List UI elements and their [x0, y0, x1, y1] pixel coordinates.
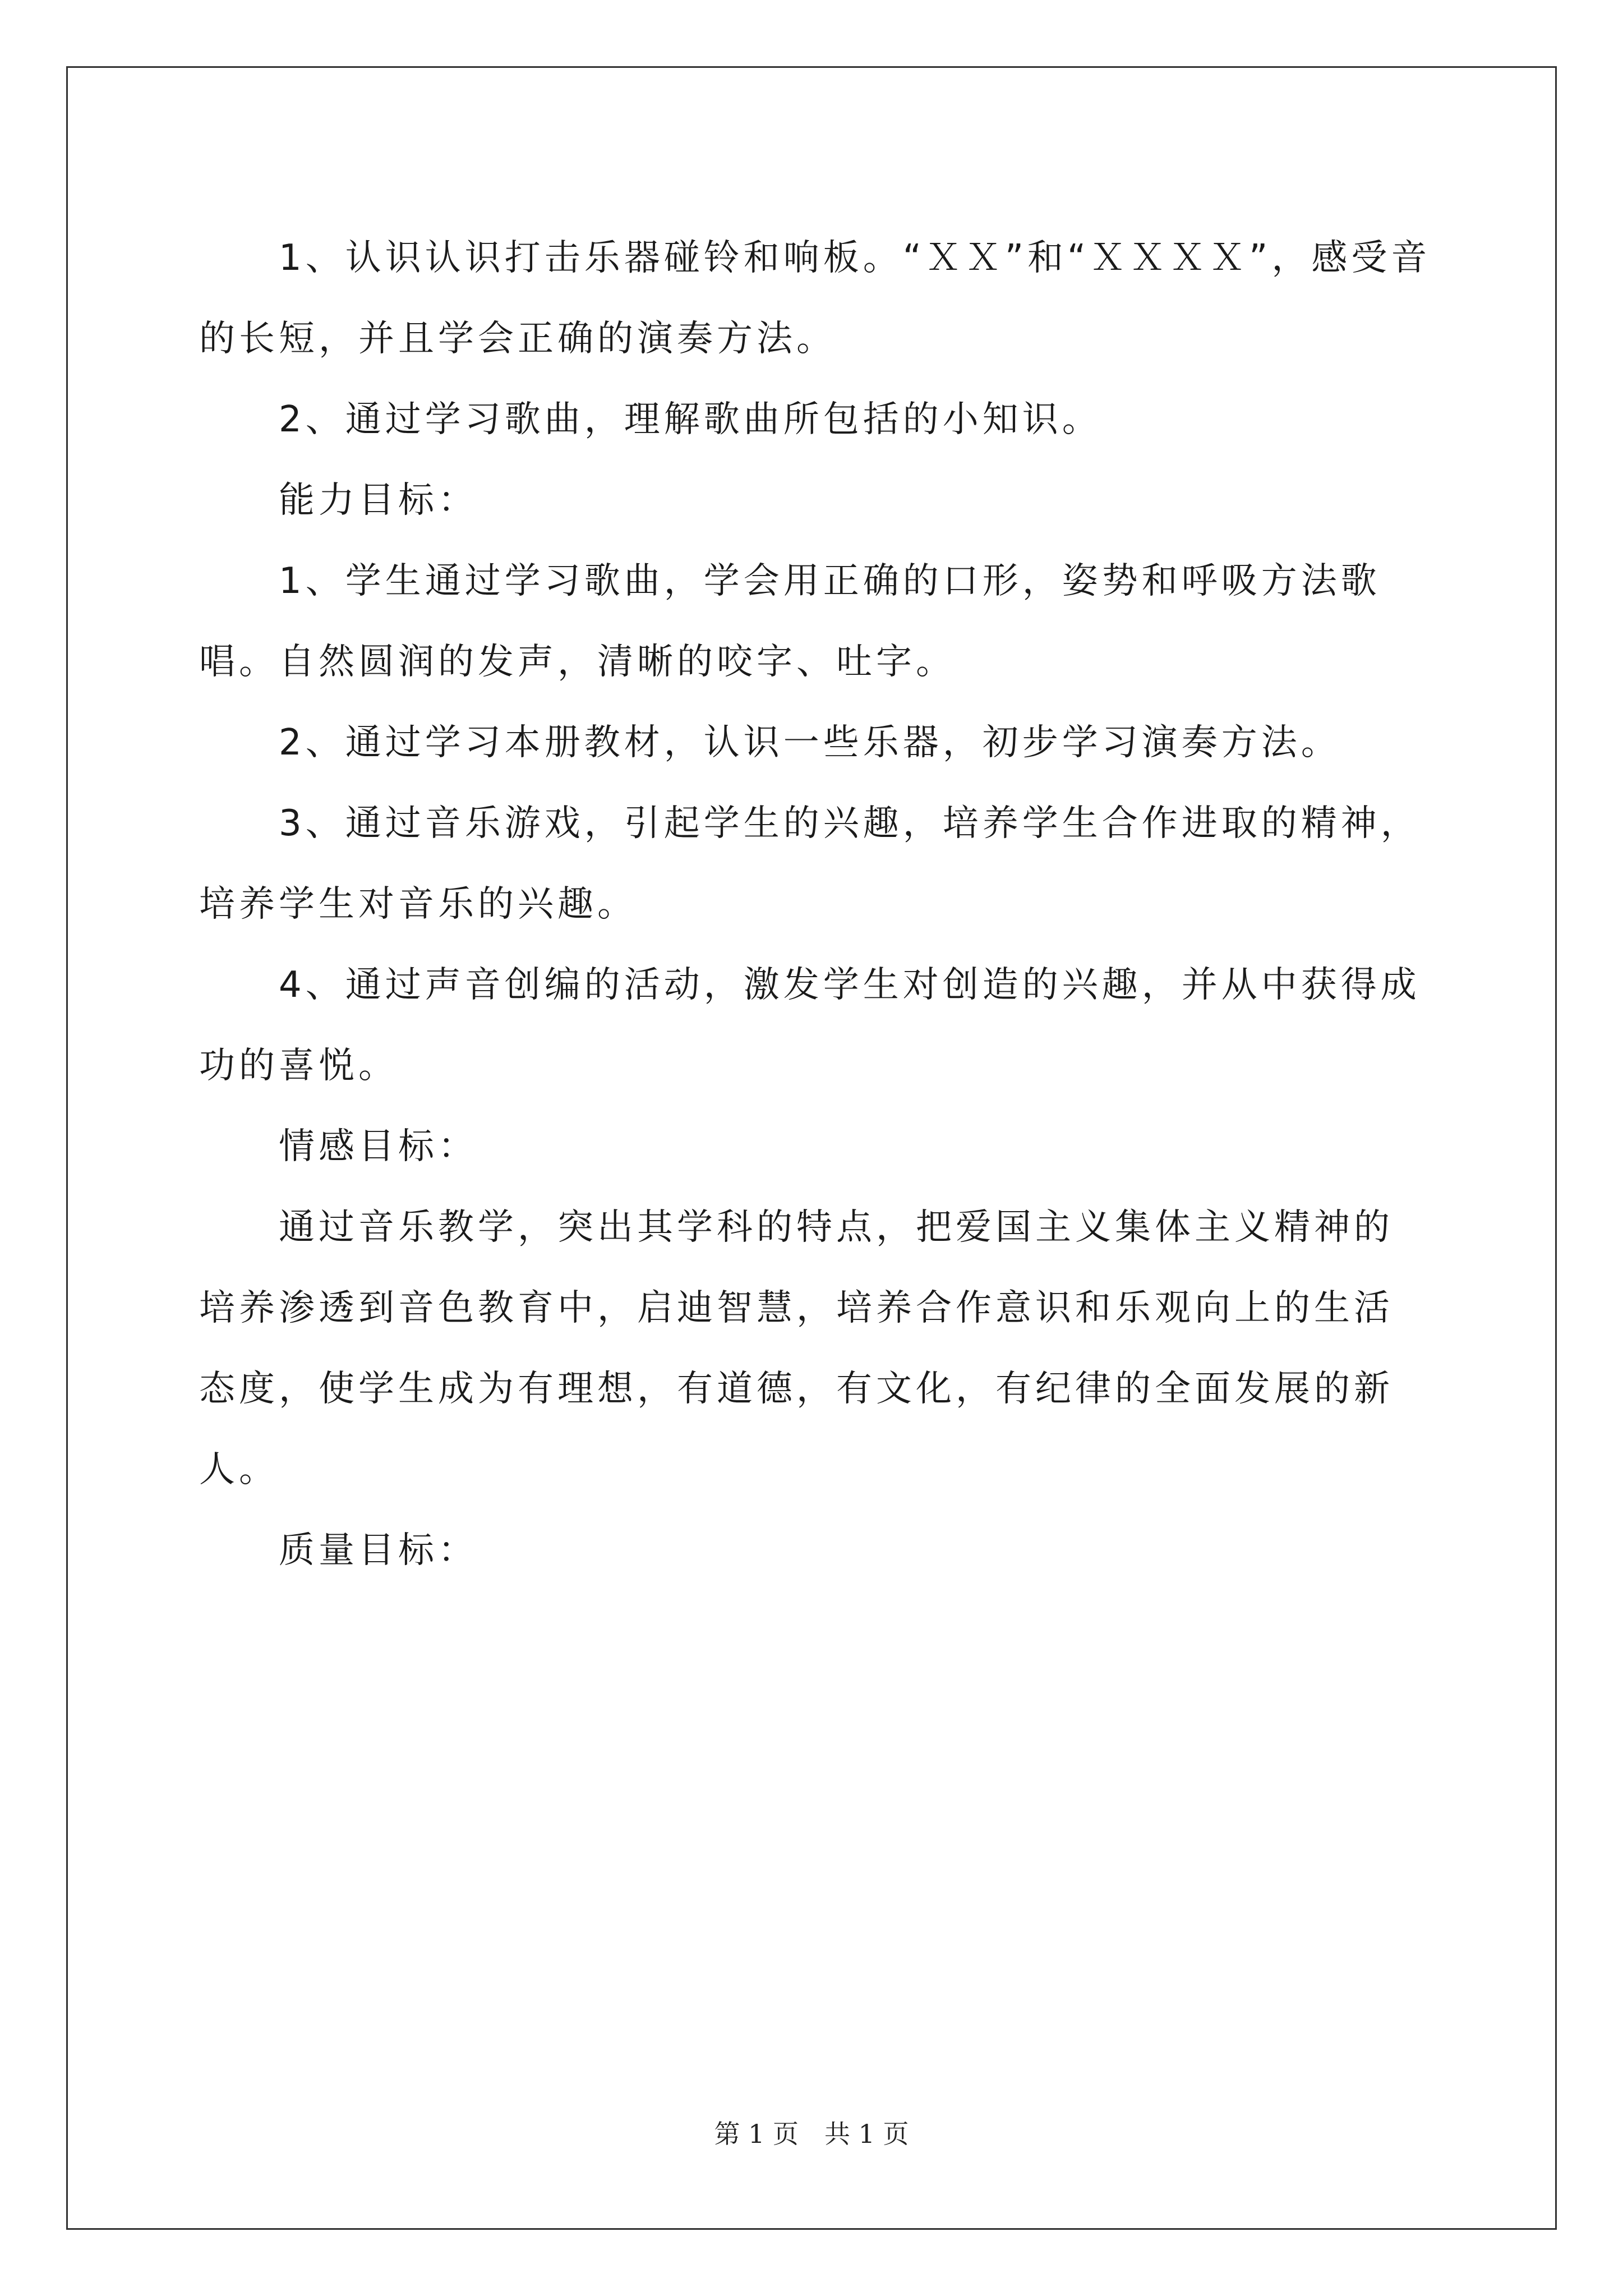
page-footer: 第 1 页 共 1 页 — [714, 2119, 909, 2149]
paragraph-ability-2: 2、通过学习本册教材，认识一些乐器，初步学习演奏方法。 — [199, 722, 1341, 763]
heading-emotional-goals: 情感目标： — [199, 1126, 478, 1167]
heading-ability-goals: 能力目标： — [199, 480, 478, 521]
paragraph-ability-3: 3、通过音乐游戏，引起学生的兴趣，培养学生合作进取的精神，培养学生对音乐的兴趣。 — [199, 803, 1421, 925]
paragraph-objective-1: 1、认识认识打击乐器碰铃和响板。“ＸＸ”和“ＸＸＸＸ”，感受音的长短，并且学会正确的演奏方法。 — [199, 237, 1431, 360]
paragraph-objective-2: 2、通过学习歌曲，理解歌曲所包括的小知识。 — [199, 399, 1102, 440]
paragraph-ability-1: 1、学生通过学习歌曲，学会用正确的口形，姿势和呼吸方法歌唱。自然圆润的发声，清晰的咬字、吐字。 — [199, 560, 1381, 683]
document-body — [199, 218, 1432, 1591]
heading-quality-goals: 质量目标： — [199, 1530, 478, 1571]
paragraph-emotional: 通过音乐教学，突出其学科的特点，把爱国主义集体主义精神的培养渗透到音色教育中，启迪智慧，培养合作意识和乐观向上的生活态度，使学生成为有理想，有道德，有文化，有纪律的全面发展的新人。 — [199, 1207, 1394, 1490]
paragraph-ability-4: 4、通过声音创编的活动，激发学生对创造的兴趣，并从中获得成功的喜悦。 — [199, 964, 1421, 1087]
